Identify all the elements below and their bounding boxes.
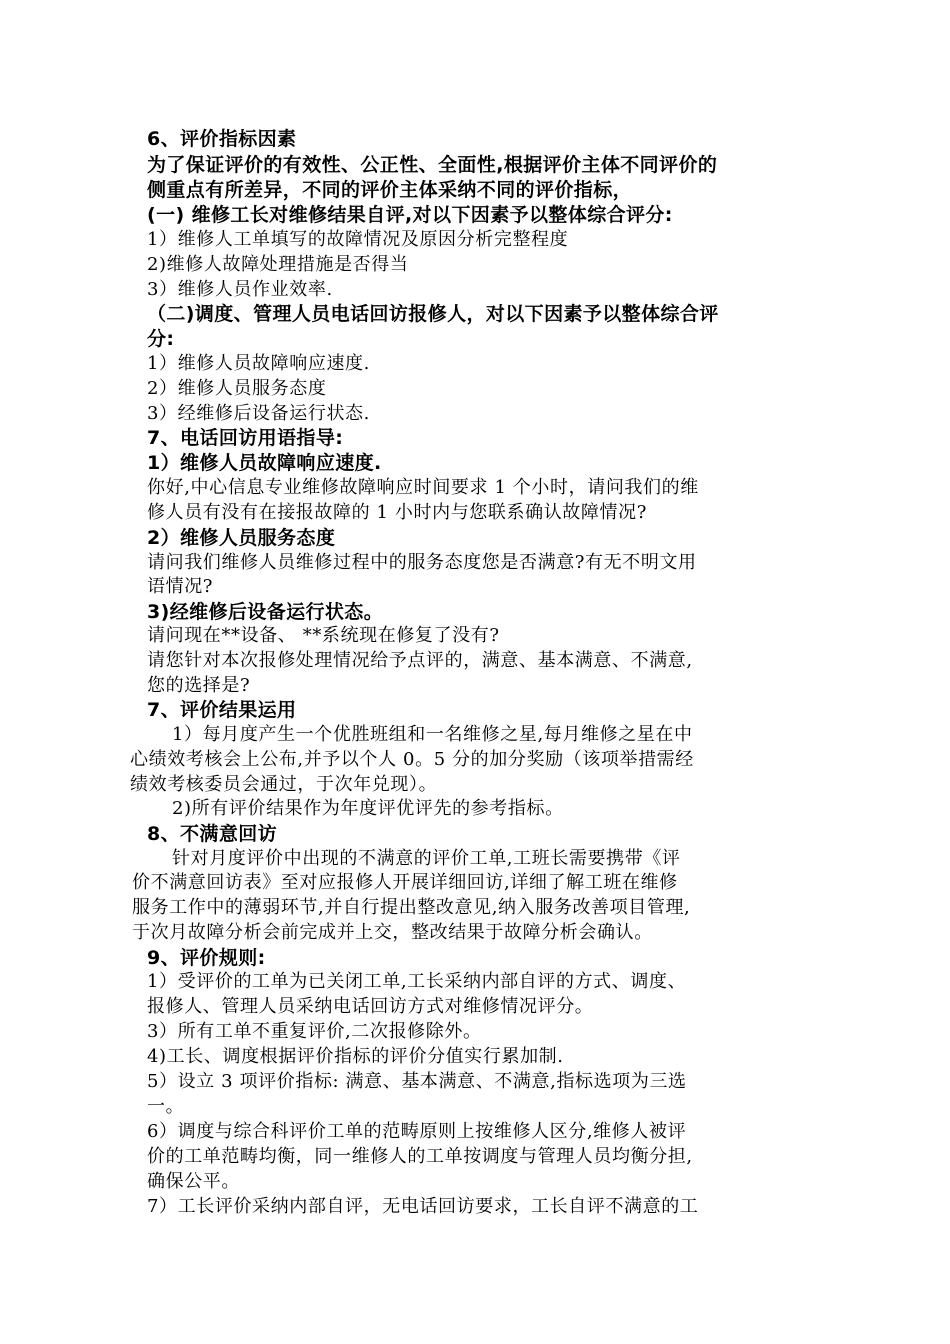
subheading: 2）维修人员服务态度 bbox=[147, 527, 336, 549]
list-item: 2)维修人故障处理措施是否得当 bbox=[147, 254, 409, 275]
list-item: 价的工单范畴均衡，同一维修人的工单按调度与管理人员均衡分担, bbox=[147, 1146, 693, 1167]
subheading: 1）维修人员故障响应速度. bbox=[147, 452, 382, 474]
text-line: 修人员有没有在接报故障的 1 小时内与您联系确认故障情况? bbox=[147, 502, 647, 523]
paragraph-line: 价不满意回访表》至对应报修人开展详细回访,详细了解工班在维修 bbox=[132, 872, 678, 893]
text-line: 为了保证评价的有效性、公正性、全面性,根据评价主体不同评价的 bbox=[147, 154, 718, 176]
paragraph-line: 于次月故障分析会前完成并上交，整改结果于故障分析会确认。 bbox=[132, 922, 653, 943]
list-item: 一。 bbox=[147, 1096, 185, 1117]
subheading: 3)经维修后设备运行状态。 bbox=[147, 601, 384, 623]
list-item: 确保公平。 bbox=[147, 1171, 240, 1192]
text-line: 您的选择是? bbox=[147, 675, 251, 696]
heading-result-usage: 7、评价结果运用 bbox=[147, 699, 297, 721]
paragraph-line: 服务工作中的薄弱环节,并自行提出整改意见,纳入服务改善项目管理, bbox=[132, 897, 691, 918]
list-item: 1）受评价的工单为已关闭工单,工长采纳内部自评的方式、调度、 bbox=[147, 971, 687, 992]
paragraph-line: 心绩效考核会上公布,并予以个人 0。5 分的加分奖励（该项举措需经 bbox=[130, 749, 694, 770]
list-item: 3）经维修后设备运行状态. bbox=[147, 403, 370, 424]
list-item: 5）设立 3 项评价指标: 满意、基本满意、不满意,指标选项为三选 bbox=[147, 1071, 687, 1092]
paragraph-line: 1）每月度产生一个优胜班组和一名维修之星,每月维修之星在中 bbox=[172, 724, 693, 745]
paragraph-line: 2)所有评价结果作为年度评优评先的参考指标。 bbox=[172, 798, 564, 819]
heading-dissatisfaction-followup: 8、不满意回访 bbox=[147, 823, 278, 845]
list-item: 1）维修人工单填写的故障情况及原因分析完整程度 bbox=[147, 229, 569, 250]
subheading-phone-followup: （二)调度、管理人员电话回访报修人，对以下因素予以整体综合评 bbox=[147, 303, 719, 325]
text-line: 你好,中心信息专业维修故障响应时间要求 1 个小时，请问我们的维 bbox=[147, 477, 699, 498]
text-line: 分: bbox=[147, 328, 175, 350]
text-line: 侧重点有所差异，不同的评价主体采纳不同的评价指标， bbox=[147, 179, 633, 201]
text-line: 请您针对本次报修处理情况给予点评的，满意、基本满意、不满意, bbox=[147, 650, 693, 671]
list-item: 2）维修人员服务态度 bbox=[147, 378, 327, 399]
list-item: 报修人、管理人员采纳电话回访方式对维修情况评分。 bbox=[147, 996, 594, 1017]
text-line: 请问现在**设备、 **系统现在修复了没有? bbox=[147, 625, 500, 646]
text-line: 请问我们维修人员维修过程中的服务态度您是否满意?有无不明文用 bbox=[147, 552, 697, 573]
text-line: 语情况? bbox=[147, 576, 214, 597]
heading-evaluation-factors: 6、评价指标因素 bbox=[147, 128, 297, 150]
paragraph-line: 绩效考核委员会通过，于次年兑现）。 bbox=[130, 774, 438, 795]
list-item: 3）所有工单不重复评价,二次报修除外。 bbox=[147, 1021, 482, 1042]
list-item: 7）工长评价采纳内部自评，无电话回访要求，工长自评不满意的工 bbox=[147, 1196, 699, 1217]
list-item: 6）调度与综合科评价工单的范畴原则上按维修人区分,维修人被评 bbox=[147, 1121, 687, 1142]
list-item: 1）维修人员故障响应速度. bbox=[147, 353, 370, 374]
paragraph-line: 针对月度评价中出现的不满意的评价工单,工班长需要携带《评 bbox=[172, 848, 681, 869]
list-item: 3）维修人员作业效率. bbox=[147, 279, 333, 300]
list-item: 4)工长、调度根据评价指标的评价分值实行累加制. bbox=[147, 1046, 564, 1067]
subheading-self-evaluation: (一) 维修工长对维修结果自评,对以下因素予以整体综合评分: bbox=[147, 204, 673, 226]
heading-evaluation-rules: 9、评价规则: bbox=[147, 947, 266, 969]
heading-phone-script: 7、电话回访用语指导: bbox=[147, 427, 344, 449]
